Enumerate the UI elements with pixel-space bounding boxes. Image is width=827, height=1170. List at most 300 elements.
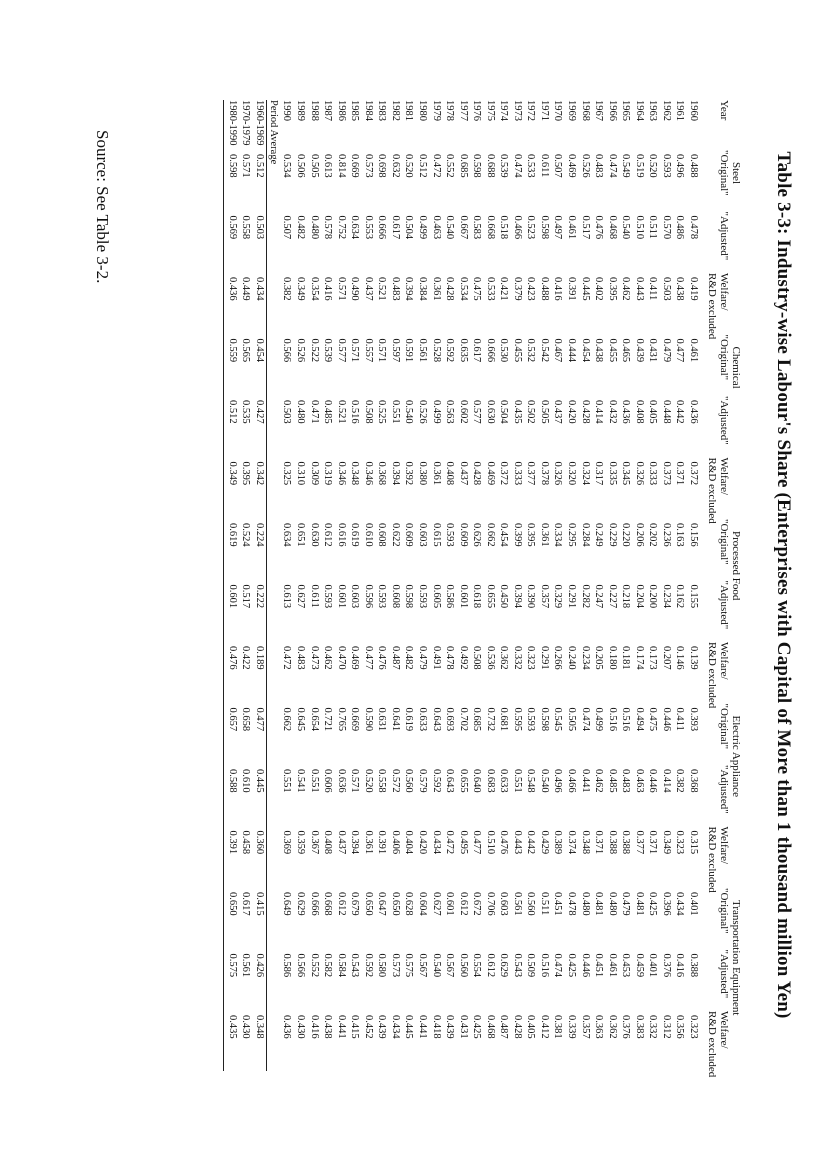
value-cell: 0.593 — [417, 584, 428, 609]
value-cell: 0.394 — [511, 584, 523, 609]
value-cell: 0.361 — [362, 830, 374, 855]
value-cell: 0.202 — [647, 523, 659, 547]
value-cell: 0.631 — [376, 707, 388, 732]
value-cell: 0.666 — [376, 215, 388, 240]
value-cell: 0.593 — [376, 584, 388, 609]
value-cell: 0.479 — [417, 646, 428, 670]
value-cell: 0.454 — [253, 338, 265, 363]
column-header: "Adjusted" — [718, 396, 730, 445]
value-cell: 0.333 — [511, 461, 523, 486]
value-cell: 0.503 — [660, 277, 672, 301]
value-cell: 0.662 — [281, 707, 293, 732]
value-cell: 0.520 — [403, 154, 415, 178]
value-cell: 0.472 — [281, 646, 293, 670]
value-cell: 0.348 — [349, 461, 361, 486]
value-cell: 0.617 — [389, 215, 401, 240]
value-cell: 0.359 — [295, 830, 307, 855]
column-header-line: Welfare/ — [718, 273, 730, 311]
value-cell: 0.394 — [403, 277, 415, 301]
value-cell: 0.469 — [484, 461, 496, 486]
value-cell: 0.234 — [579, 646, 591, 670]
value-cell: 0.452 — [362, 1015, 374, 1039]
value-cell: 0.577 — [335, 338, 347, 363]
value-cell: 0.503 — [253, 215, 265, 240]
value-cell: 0.567 — [444, 953, 456, 978]
value-cell: 0.533 — [525, 154, 537, 178]
value-cell: 0.443 — [511, 830, 523, 855]
value-cell: 0.533 — [484, 277, 496, 301]
value-cell: 0.650 — [389, 892, 401, 916]
value-cell: 0.204 — [633, 584, 645, 609]
value-cell: 0.155 — [688, 584, 699, 609]
value-cell: 0.482 — [295, 215, 307, 240]
value-cell: 0.629 — [498, 953, 510, 978]
year-cell: 1971 — [538, 100, 550, 121]
value-cell: 0.222 — [253, 584, 265, 609]
value-cell: 0.393 — [688, 707, 699, 732]
value-cell: 0.476 — [376, 646, 388, 670]
value-cell: 0.439 — [633, 338, 645, 363]
value-cell: 0.601 — [444, 892, 456, 916]
value-cell: 0.384 — [417, 277, 428, 301]
value-cell: 0.487 — [498, 1015, 510, 1039]
value-cell: 0.189 — [253, 646, 265, 670]
value-cell: 0.420 — [417, 830, 428, 855]
value-cell: 0.551 — [389, 400, 401, 424]
value-cell: 0.609 — [457, 523, 469, 547]
year-cell: 1967 — [593, 100, 605, 121]
value-cell: 0.592 — [444, 338, 456, 363]
value-cell: 0.578 — [322, 215, 334, 240]
value-cell: 0.323 — [688, 1015, 699, 1039]
value-cell: 0.540 — [430, 953, 442, 978]
value-cell: 0.367 — [308, 830, 320, 855]
value-cell: 0.551 — [308, 769, 320, 793]
value-cell: 0.173 — [647, 646, 659, 670]
value-cell: 0.477 — [674, 338, 686, 363]
year-cell: 1976 — [471, 100, 483, 121]
value-cell: 0.591 — [403, 338, 415, 363]
value-cell: 0.402 — [593, 277, 605, 301]
value-cell: 0.389 — [552, 830, 564, 855]
value-cell: 0.436 — [688, 400, 699, 424]
value-cell: 0.426 — [253, 953, 265, 978]
value-cell: 0.503 — [281, 400, 293, 424]
value-cell: 0.732 — [484, 707, 496, 732]
value-cell: 0.357 — [538, 584, 550, 609]
value-cell: 0.525 — [376, 400, 388, 424]
value-cell: 0.497 — [552, 215, 564, 240]
column-header-line: R&D excluded — [706, 826, 718, 893]
value-cell: 0.516 — [349, 400, 361, 424]
value-cell: 0.551 — [511, 769, 523, 793]
value-cell: 0.162 — [674, 584, 686, 609]
value-cell: 0.394 — [349, 830, 361, 855]
year-cell: 1965 — [620, 100, 632, 121]
value-cell: 0.454 — [498, 523, 510, 547]
value-cell: 0.668 — [322, 892, 334, 916]
value-cell: 0.548 — [525, 769, 537, 793]
value-cell: 0.650 — [226, 892, 238, 916]
value-cell: 0.481 — [633, 892, 645, 916]
value-cell: 0.681 — [498, 707, 510, 732]
value-cell: 0.603 — [417, 523, 428, 547]
value-cell: 0.612 — [322, 523, 334, 547]
value-cell: 0.342 — [253, 461, 265, 486]
value-cell: 0.401 — [647, 953, 659, 978]
value-cell: 0.324 — [579, 461, 591, 486]
value-cell: 0.698 — [376, 154, 388, 178]
value-cell: 0.377 — [633, 830, 645, 855]
value-cell: 0.483 — [295, 646, 307, 670]
value-cell: 0.334 — [552, 523, 564, 547]
value-cell: 0.523 — [525, 215, 537, 240]
value-cell: 0.629 — [295, 892, 307, 916]
value-cell: 0.432 — [606, 400, 618, 424]
value-cell: 0.693 — [444, 707, 456, 732]
value-cell: 0.349 — [660, 830, 672, 855]
value-cell: 0.610 — [240, 769, 252, 793]
value-cell: 0.666 — [484, 338, 496, 363]
value-cell: 0.439 — [444, 1015, 456, 1039]
column-header — [706, 458, 730, 524]
column-header-line: Welfare/ — [718, 642, 730, 680]
value-cell: 0.571 — [335, 277, 347, 301]
value-cell: 0.627 — [430, 892, 442, 916]
value-cell: 0.361 — [538, 523, 550, 547]
value-cell: 0.421 — [498, 277, 510, 301]
value-cell: 0.437 — [552, 400, 564, 424]
value-cell: 0.685 — [457, 154, 469, 178]
value-cell: 0.491 — [430, 646, 442, 670]
value-cell: 0.325 — [281, 461, 293, 486]
value-cell: 0.626 — [471, 523, 483, 547]
average-separator-line — [266, 100, 267, 1071]
year-cell: 1982 — [389, 100, 401, 121]
industry-group-header: Steel — [730, 162, 742, 184]
value-cell: 0.616 — [335, 523, 347, 547]
table-bottom-line — [223, 100, 224, 1071]
year-cell: 1960 — [688, 100, 699, 121]
value-cell: 0.438 — [593, 338, 605, 363]
value-cell: 0.504 — [498, 400, 510, 424]
value-cell: 0.492 — [457, 646, 469, 670]
year-cell: 1966 — [606, 100, 618, 121]
value-cell: 0.683 — [484, 769, 496, 793]
value-cell: 0.434 — [253, 277, 265, 301]
value-cell: 0.415 — [253, 892, 265, 916]
value-cell: 0.451 — [552, 892, 564, 916]
value-cell: 0.643 — [444, 769, 456, 793]
value-cell: 0.463 — [633, 769, 645, 793]
value-cell: 0.506 — [295, 154, 307, 178]
value-cell: 0.437 — [457, 461, 469, 486]
value-cell: 0.346 — [335, 461, 347, 486]
value-cell: 0.412 — [538, 1015, 550, 1039]
value-cell: 0.688 — [484, 154, 496, 178]
column-header-line: Welfare/ — [718, 457, 730, 496]
value-cell: 0.388 — [620, 830, 632, 855]
value-cell: 0.649 — [281, 892, 293, 916]
value-cell: 0.532 — [525, 338, 537, 363]
value-cell: 0.476 — [498, 830, 510, 855]
value-cell: 0.496 — [674, 154, 686, 178]
value-cell: 0.450 — [498, 584, 510, 609]
value-cell: 0.619 — [226, 523, 238, 547]
value-cell: 0.317 — [593, 461, 605, 486]
value-cell: 0.486 — [674, 215, 686, 240]
value-cell: 0.526 — [295, 338, 307, 363]
value-cell: 0.391 — [566, 277, 578, 301]
value-cell: 0.475 — [471, 277, 483, 301]
value-cell: 0.362 — [498, 646, 510, 670]
value-cell: 0.416 — [322, 277, 334, 301]
value-cell: 0.567 — [417, 953, 428, 978]
value-cell: 0.507 — [281, 215, 293, 240]
value-cell: 0.395 — [525, 523, 537, 547]
value-cell: 0.349 — [226, 461, 238, 486]
value-cell: 0.571 — [349, 338, 361, 363]
value-cell: 0.335 — [606, 461, 618, 486]
value-cell: 0.598 — [538, 215, 550, 240]
value-cell: 0.488 — [538, 277, 550, 301]
value-cell: 0.494 — [633, 707, 645, 732]
value-cell: 0.565 — [240, 338, 252, 363]
value-cell: 0.348 — [579, 830, 591, 855]
year-cell: 1961 — [674, 100, 686, 121]
value-cell: 0.617 — [240, 892, 252, 916]
value-cell: 0.528 — [430, 338, 442, 363]
value-cell: 0.425 — [647, 892, 659, 916]
value-cell: 0.411 — [647, 277, 659, 301]
value-cell: 0.545 — [552, 707, 564, 732]
value-cell: 0.445 — [579, 277, 591, 301]
value-cell: 0.326 — [552, 461, 564, 486]
value-cell: 0.234 — [660, 584, 672, 609]
period-cell: 1960-1969 — [253, 100, 265, 146]
value-cell: 0.207 — [660, 646, 672, 670]
value-cell: 0.477 — [471, 830, 483, 855]
value-cell: 0.206 — [633, 523, 645, 547]
value-cell: 0.566 — [281, 338, 293, 363]
value-cell: 0.474 — [552, 953, 564, 978]
value-cell: 0.488 — [688, 154, 699, 178]
column-header: "Adjusted" — [718, 211, 730, 261]
value-cell: 0.236 — [660, 523, 672, 547]
column-header — [706, 273, 730, 339]
value-cell: 0.593 — [444, 523, 456, 547]
value-cell: 0.598 — [471, 154, 483, 178]
value-cell: 0.333 — [647, 461, 659, 486]
value-cell: 0.598 — [538, 707, 550, 732]
value-cell: 0.441 — [417, 1015, 428, 1039]
year-header: Year — [718, 100, 730, 121]
value-cell: 0.601 — [226, 584, 238, 609]
year-cell: 1978 — [444, 100, 456, 121]
value-cell: 0.511 — [538, 892, 550, 916]
value-cell: 0.479 — [620, 892, 632, 916]
value-cell: 0.524 — [240, 523, 252, 547]
value-cell: 0.416 — [552, 277, 564, 301]
value-cell: 0.499 — [417, 215, 428, 240]
value-cell: 0.282 — [579, 584, 591, 609]
value-cell: 0.612 — [484, 953, 496, 978]
value-cell: 0.569 — [226, 215, 238, 240]
column-header: "Adjusted" — [718, 949, 730, 999]
value-cell: 0.541 — [295, 769, 307, 793]
value-cell: 0.586 — [281, 953, 293, 978]
value-cell: 0.481 — [593, 892, 605, 916]
value-cell: 0.575 — [226, 953, 238, 978]
value-cell: 0.388 — [688, 953, 699, 978]
value-cell: 0.560 — [457, 953, 469, 978]
value-cell: 0.619 — [349, 523, 361, 547]
value-cell: 0.461 — [606, 953, 618, 978]
value-cell: 0.520 — [362, 769, 374, 793]
value-cell: 0.474 — [511, 154, 523, 178]
year-cell: 1980 — [417, 100, 428, 121]
table-title: Table 3-3: Industry-wise Labour's Share (Enterprises with Capital of More than 1 thousand million Yen) — [773, 151, 794, 1019]
value-cell: 0.643 — [430, 707, 442, 732]
year-cell: 1962 — [660, 100, 672, 121]
value-cell: 0.379 — [511, 277, 523, 301]
value-cell: 0.517 — [240, 584, 252, 609]
value-cell: 0.471 — [308, 400, 320, 424]
value-cell: 0.411 — [674, 707, 686, 731]
year-cell: 1981 — [403, 100, 415, 121]
value-cell: 0.438 — [322, 1015, 334, 1039]
value-cell: 0.505 — [308, 154, 320, 178]
value-cell: 0.425 — [471, 1015, 483, 1039]
value-cell: 0.480 — [606, 892, 618, 916]
value-cell: 0.655 — [484, 584, 496, 609]
value-cell: 0.408 — [322, 830, 334, 855]
value-cell: 0.360 — [253, 830, 265, 855]
value-cell: 0.376 — [620, 1015, 632, 1039]
value-cell: 0.561 — [511, 892, 523, 916]
value-cell: 0.218 — [620, 584, 632, 609]
value-cell: 0.472 — [430, 154, 442, 178]
industry-group-header: Transportation Equipment — [730, 900, 742, 1016]
value-cell: 0.415 — [349, 1015, 361, 1039]
value-cell: 0.608 — [376, 523, 388, 547]
value-cell: 0.445 — [253, 769, 265, 793]
value-cell: 0.312 — [660, 1015, 672, 1039]
value-cell: 0.601 — [457, 584, 469, 609]
source-note: Source: See Table 3-2. — [93, 130, 112, 284]
value-cell: 0.388 — [606, 830, 618, 855]
value-cell: 0.381 — [552, 1015, 564, 1039]
value-cell: 0.418 — [430, 1015, 442, 1039]
rotated-page — [1, 0, 827, 1170]
value-cell: 0.422 — [240, 646, 252, 670]
value-cell: 0.504 — [403, 215, 415, 240]
value-cell: 0.368 — [688, 769, 699, 793]
value-cell: 0.479 — [660, 338, 672, 363]
value-cell: 0.558 — [240, 215, 252, 240]
value-cell: 0.291 — [538, 646, 550, 670]
value-cell: 0.651 — [295, 523, 307, 547]
value-cell: 0.542 — [538, 338, 550, 363]
value-cell: 0.461 — [688, 338, 699, 363]
value-cell: 0.553 — [362, 215, 374, 240]
value-cell: 0.363 — [593, 1015, 605, 1039]
value-cell: 0.229 — [606, 523, 618, 547]
value-cell: 0.582 — [322, 953, 334, 978]
value-cell: 0.462 — [620, 277, 632, 301]
value-cell: 0.466 — [566, 769, 578, 793]
year-cell: 1983 — [376, 100, 388, 121]
column-header: "Original" — [718, 334, 730, 381]
value-cell: 0.459 — [633, 953, 645, 978]
year-cell: 1987 — [322, 100, 334, 121]
year-cell: 1990 — [281, 100, 293, 121]
value-cell: 0.266 — [552, 646, 564, 670]
value-cell: 0.510 — [484, 830, 496, 855]
column-header — [706, 827, 730, 893]
value-cell: 0.814 — [335, 154, 347, 178]
value-cell: 0.622 — [389, 523, 401, 547]
value-cell: 0.401 — [688, 892, 699, 916]
value-cell: 0.482 — [403, 646, 415, 670]
value-cell: 0.295 — [566, 523, 578, 547]
value-cell: 0.495 — [457, 830, 469, 855]
value-cell: 0.502 — [525, 400, 537, 424]
value-cell: 0.372 — [498, 461, 510, 486]
value-cell: 0.612 — [457, 892, 469, 916]
value-cell: 0.348 — [253, 1015, 265, 1039]
value-cell: 0.706 — [484, 892, 496, 916]
value-cell: 0.394 — [389, 461, 401, 486]
column-header: "Adjusted" — [718, 765, 730, 814]
value-cell: 0.408 — [444, 461, 456, 486]
value-cell: 0.349 — [295, 277, 307, 301]
value-cell: 0.536 — [484, 646, 496, 670]
value-cell: 0.430 — [295, 1015, 307, 1039]
value-cell: 0.554 — [471, 953, 483, 978]
value-cell: 0.156 — [688, 523, 699, 547]
value-cell: 0.597 — [389, 338, 401, 363]
value-cell: 0.679 — [349, 892, 361, 916]
year-cell: 1973 — [511, 100, 523, 121]
value-cell: 0.371 — [674, 461, 686, 486]
value-cell: 0.534 — [457, 277, 469, 301]
value-cell: 0.442 — [674, 400, 686, 424]
column-header: "Original" — [718, 888, 730, 934]
value-cell: 0.636 — [335, 769, 347, 793]
value-cell: 0.477 — [362, 646, 374, 670]
year-cell: 1989 — [295, 100, 307, 121]
value-cell: 0.602 — [457, 400, 469, 424]
value-cell: 0.633 — [417, 707, 428, 732]
value-cell: 0.535 — [240, 400, 252, 424]
value-cell: 0.163 — [674, 523, 686, 547]
value-cell: 0.540 — [620, 215, 632, 240]
value-cell: 0.499 — [430, 400, 442, 424]
value-cell: 0.570 — [660, 215, 672, 240]
value-cell: 0.583 — [471, 215, 483, 240]
value-cell: 0.478 — [688, 215, 699, 240]
value-cell: 0.561 — [417, 338, 428, 363]
value-cell: 0.543 — [511, 953, 523, 978]
value-cell: 0.405 — [647, 400, 659, 424]
value-cell: 0.419 — [688, 277, 699, 301]
value-cell: 0.655 — [457, 769, 469, 793]
value-cell: 0.462 — [593, 769, 605, 793]
value-cell: 0.357 — [579, 1015, 591, 1039]
value-cell: 0.654 — [308, 707, 320, 732]
value-cell: 0.603 — [498, 892, 510, 916]
